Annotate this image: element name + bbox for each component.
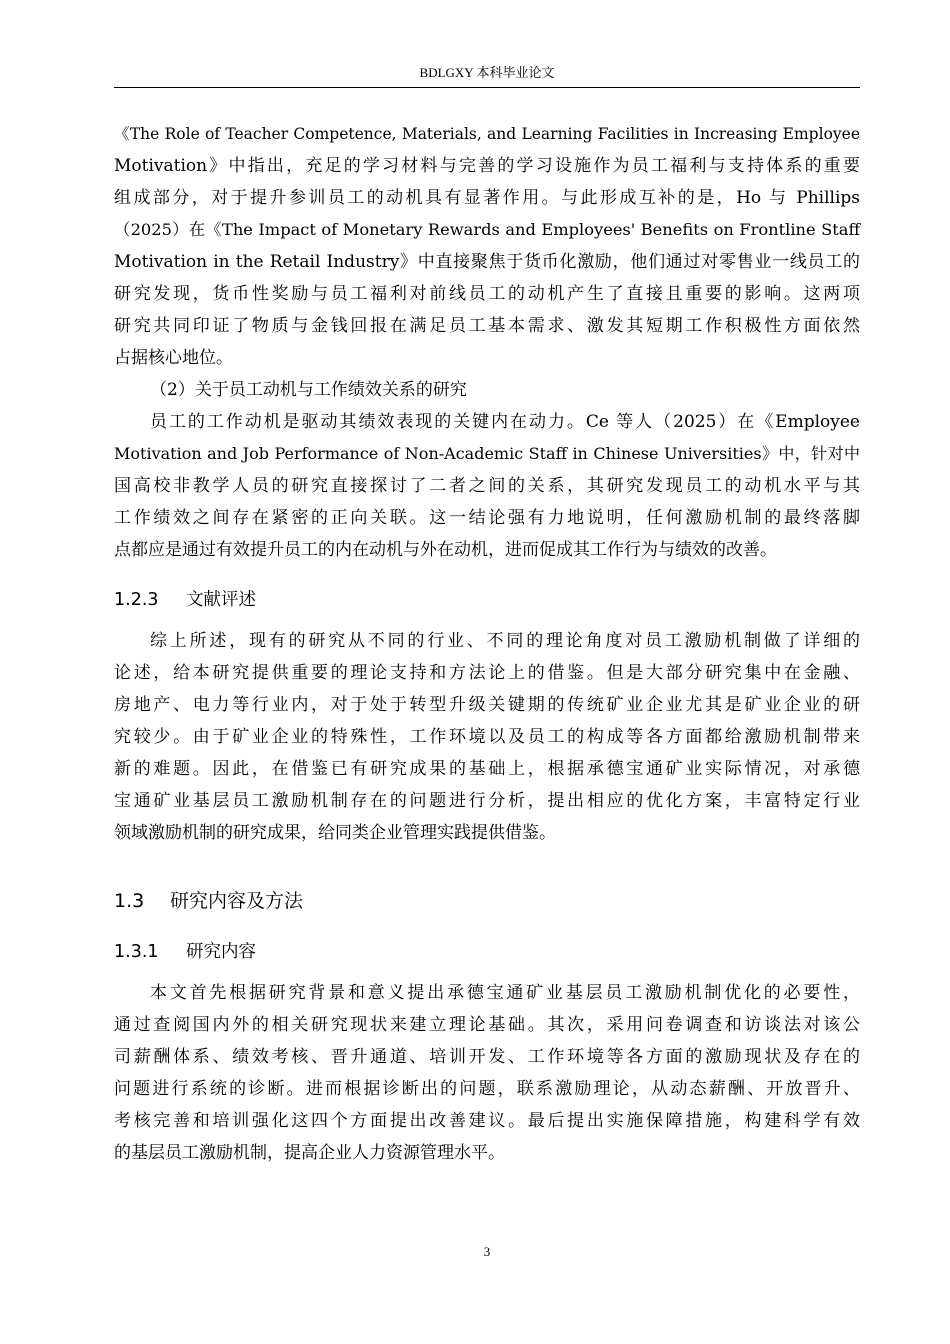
section-heading-1-3-1: [114, 940, 860, 964]
text-line: 司薪酬体系、绩效考核、晋升通道、培训开发、工作环境等各方面的激励现状及存在的: [114, 1047, 860, 1067]
text-line: 员工的工作动机是驱动其绩效表现的关键内在动力。Ce 等人（2025）在《Employee: [150, 412, 860, 432]
section-title: 研究内容及方法: [170, 890, 304, 912]
text-line: 《The Role of Teacher Competence, Materials, and Learning Facilities in Increasing Employee: [114, 125, 860, 143]
text-line: 工作绩效之间存在紧密的正向关联。这一结论强有力地说明，任何激励机制的最终落脚: [114, 508, 860, 528]
text-line: 研究共同印证了物质与金钱回报在满足员工基本需求、激发其短期工作积极性方面依然: [114, 316, 860, 336]
section-title: 研究内容: [186, 942, 256, 962]
text-line: 组成部分，对于提升参训员工的动机具有显著作用。与此形成互补的是，Ho 与 Phillips: [114, 188, 860, 208]
text-line: 宝通矿业基层员工激励机制存在的问题进行分析，提出相应的优化方案，丰富特定行业: [114, 791, 860, 811]
text-line: Motivation and Job Performance of Non-Academic Staff in Chinese Universities》中，针对中: [114, 444, 860, 463]
header-rule: [114, 87, 860, 88]
page-number: 3: [483, 1244, 491, 1259]
text-line: 的基层员工激励机制，提高企业人力资源管理水平。: [114, 1143, 505, 1163]
subheading-motivation-performance: （2）关于员工动机与工作绩效关系的研究: [150, 380, 467, 400]
text-line: 问题进行系统的诊断。进而根据诊断出的问题，联系激励理论，从动态薪酬、开放晋升、: [114, 1079, 860, 1099]
text-line: 点都应是通过有效提升员工的内在动机与外在动机，进而促成其工作行为与绩效的改善。: [114, 540, 777, 560]
section-number: 1.2.3: [114, 590, 159, 610]
text-line: 占据核心地位。: [114, 348, 233, 368]
text-line: 通过查阅国内外的相关研究现状来建立理论基础。其次，采用问卷调查和访谈法对该公: [114, 1015, 860, 1035]
section-number: 1.3: [114, 890, 145, 912]
section-title: 文献评述: [186, 590, 256, 610]
text-line: 领域激励机制的研究成果，给同类企业管理实践提供借鉴。: [114, 823, 556, 843]
text-line: 研究发现，货币性奖励与员工福利对前线员工的动机产生了直接且重要的影响。这两项: [114, 284, 860, 304]
section-number: 1.3.1: [114, 942, 159, 962]
running-header: BDLGXY 本科毕业论文: [419, 65, 555, 80]
text-line: 本文首先根据研究背景和意义提出承德宝通矿业基层员工激励机制优化的必要性，: [150, 983, 860, 1003]
text-line: 国高校非教学人员的研究直接探讨了二者之间的关系，其研究发现员工的动机水平与其: [114, 476, 860, 496]
text-line: Motivation》中指出，充足的学习材料与完善的学习设施作为员工福利与支持体系的重要: [114, 156, 860, 176]
text-line: 究较少。由于矿业企业的特殊性，工作环境以及员工的构成等各方面都给激励机制带来: [114, 727, 860, 747]
text-line: 新的难题。因此，在借鉴已有研究成果的基础上，根据承德宝通矿业实际情况，对承德: [114, 759, 860, 779]
section-heading-1-3: [114, 888, 860, 914]
text-line: 房地产、电力等行业内，对于处于转型升级关键期的传统矿业企业尤其是矿业企业的研: [114, 695, 860, 715]
text-line: （2025）在《The Impact of Monetary Rewards and Employees' Benefits on Frontline Staff: [114, 220, 860, 239]
text-line: 考核完善和培训强化这四个方面提出改善建议。最后提出实施保障措施，构建科学有效: [114, 1111, 860, 1131]
text-line: 综上所述，现有的研究从不同的行业、不同的理论角度对员工激励机制做了详细的: [150, 631, 860, 651]
section-heading-1-2-3: [114, 588, 860, 612]
text-line: Motivation in the Retail Industry》中直接聚焦于货币化激励，他们通过对零售业一线员工的: [114, 252, 860, 272]
text-line: 论述，给本研究提供重要的理论支持和方法论上的借鉴。但是大部分研究集中在金融、: [114, 663, 860, 683]
